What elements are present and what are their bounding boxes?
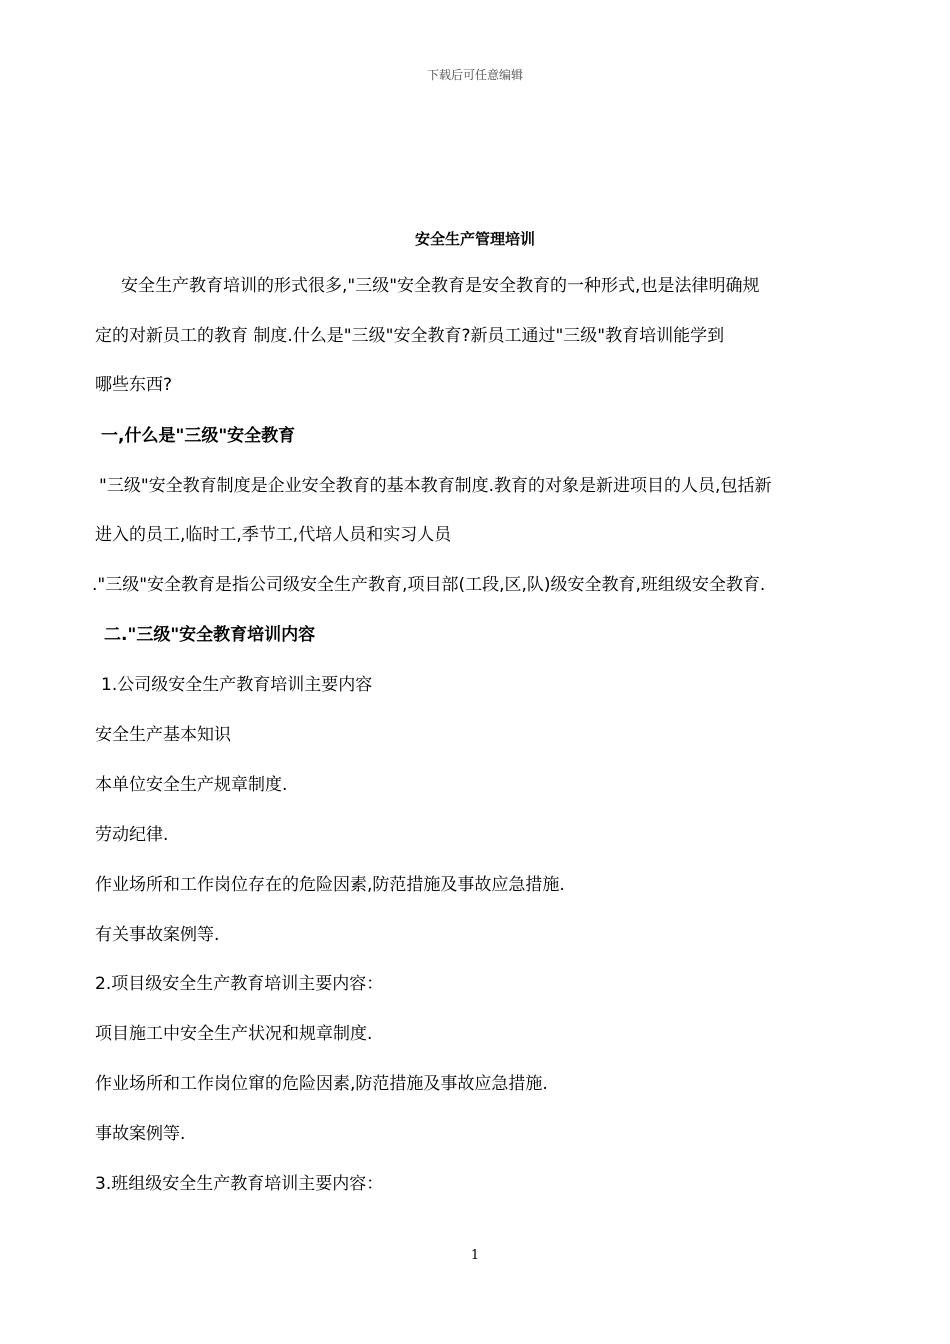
section-1-line-3: ."三级"安全教育是指公司级安全生产教育,项目部(工段,区,队)级安全教育,班组级安全教育.: [92, 575, 766, 595]
document-title: 安全生产管理培训: [414, 230, 535, 248]
subsection-2-heading: 2.项目级安全生产教育培训主要内容：: [95, 974, 384, 994]
list-item: 事故案例等.: [95, 1124, 186, 1144]
list-item: 安全生产基本知识: [95, 725, 231, 745]
intro-line-1: 安全生产教育培训的形式很多,"三级"安全教育是安全教育的一种形式,也是法律明确规: [121, 276, 760, 296]
section-1-line-1: "三级"安全教育制度是企业安全教育的基本教育制度.教育的对象是新进项目的人员,包括新: [99, 476, 772, 496]
section-2-heading: 二."三级"安全教育培训内容: [104, 625, 316, 645]
page-number: 1: [470, 1248, 480, 1263]
page-header: 下载后可任意编辑: [426, 68, 523, 82]
list-item: 作业场所和工作岗位窜的危险因素,防范措施及事故应急措施.: [95, 1074, 548, 1094]
subsection-3-heading: 3.班组级安全生产教育培训主要内容：: [95, 1174, 384, 1194]
intro-line-3: 哪些东西?: [95, 375, 173, 395]
list-item: 作业场所和工作岗位存在的危险因素,防范措施及事故应急措施.: [95, 875, 565, 895]
section-1-heading: 一,什么是"三级"安全教育: [101, 426, 296, 446]
list-item: 本单位安全生产规章制度.: [95, 775, 288, 795]
subsection-1-heading: 1.公司级安全生产教育培训主要内容: [101, 675, 373, 695]
list-item: 劳动纪律.: [95, 825, 169, 845]
list-item: 项目施工中安全生产状况和规章制度.: [95, 1024, 373, 1044]
section-1-line-2: 进入的员工,临时工,季节工,代培人员和实习人员: [95, 525, 452, 545]
list-item: 有关事故案例等.: [95, 925, 220, 945]
intro-line-2: 定的对新员工的教育 制度.什么是"三级"安全教育?新员工通过"三级"教育培训能学到: [95, 326, 725, 346]
